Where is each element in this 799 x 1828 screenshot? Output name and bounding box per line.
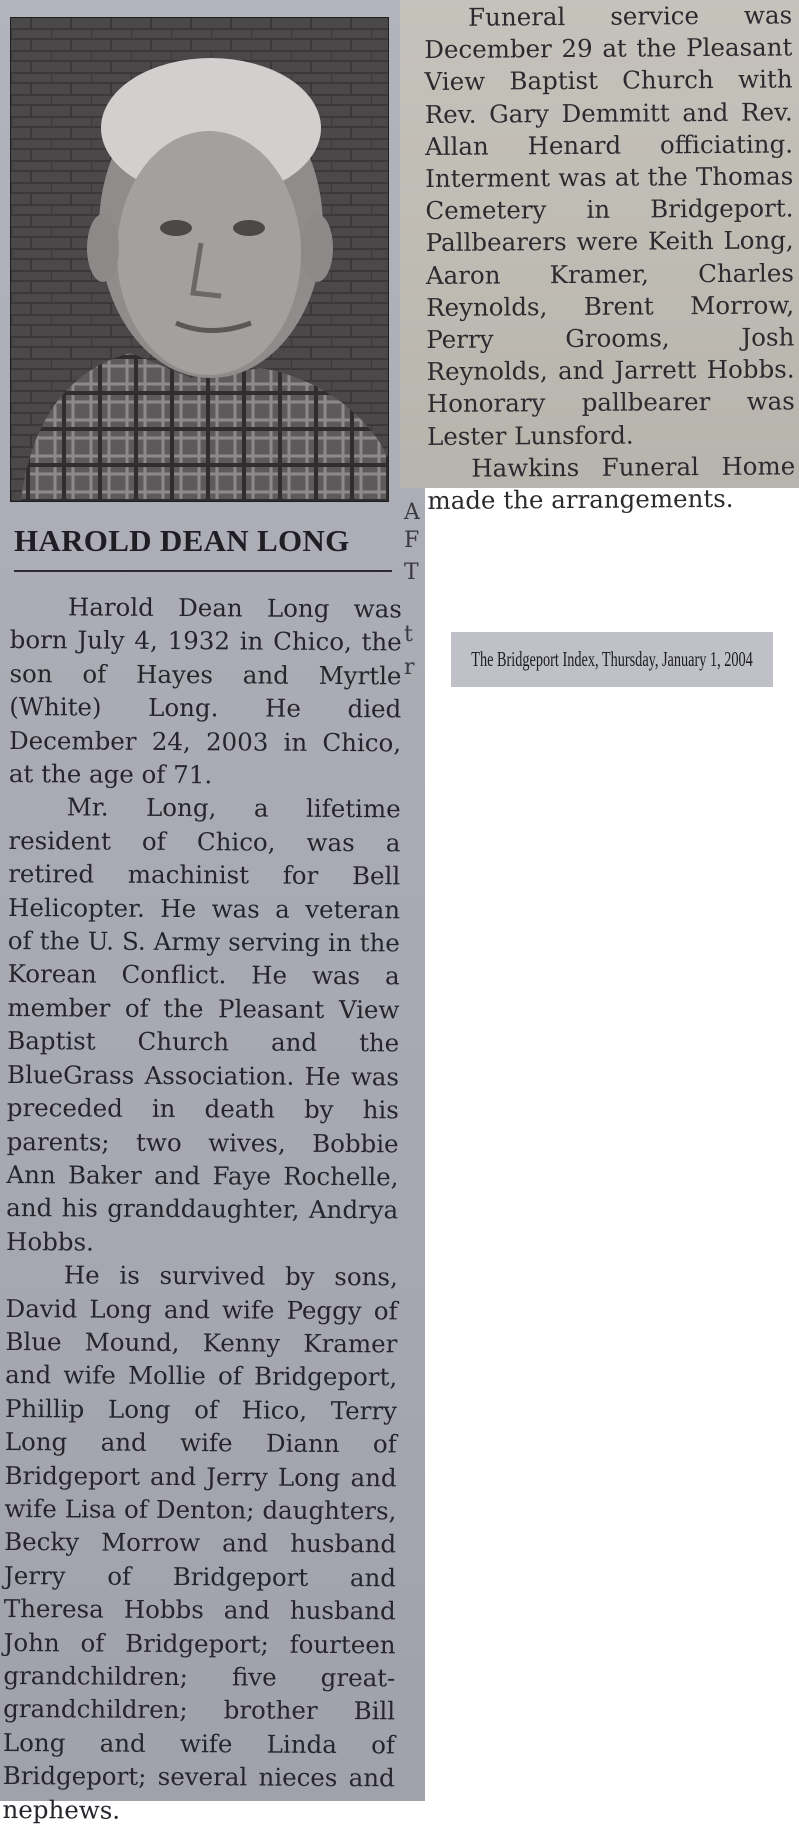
paragraph-birth: Harold Dean Long was born July 4, 1932 in Chico, the son of Hayes and Myrtle (White) Long. He died December 24, 2003 in Chico, at the age of 71. bbox=[8, 592, 402, 790]
portrait-photo bbox=[10, 17, 389, 502]
neighbor-fragment-1: A bbox=[404, 500, 420, 525]
neighbor-fragment-5: r bbox=[404, 655, 415, 680]
neighbor-fragment-3: T bbox=[404, 560, 419, 585]
obituary-body-right bbox=[424, 0, 796, 517]
obituary-headline: HAROLD DEAN LONG bbox=[14, 523, 350, 558]
paragraph-funeral: Funeral service was December 29 at the Pleasant View Baptist Church with Rev. Gary Demmitt and Rev. Allan Henard officiating. Interment was at the Thomas Cemetery in Bridgeport. Pallbearers were Keith Long, Aaron Kramer, Charles Reynolds, Brent Morrow, Perry Grooms, Josh Reynolds, and Jarrett Hobbs. Honorary pallbearer was Lester Lunsford. bbox=[424, 0, 795, 451]
portrait-image bbox=[11, 18, 388, 501]
obituary-body-left bbox=[2, 590, 402, 1828]
newspaper-caption bbox=[451, 632, 773, 687]
paragraph-arrangements: Hawkins Funeral Home made the arrangements. bbox=[427, 451, 796, 516]
paragraph-survivors: He is survived by sons, David Long and wife Peggy of Blue Mound, Kenny Kramer and wife Mollie of Bridgeport, Phillip Long of Hico, Terry Long and wife Diann of Bridgeport and Jerry Long and wife Lisa of Denton; daughters, Becky Morrow and husband Jerry of Bridgeport and Theresa Hobbs and husband John of Bridgeport; fourteen grandchildren; five great-grandchildren; brother Bill Long and wife Linda of Bridgeport; several nieces and nephews. bbox=[2, 1260, 398, 1825]
paragraph-life: Mr. Long, a lifetime resident of Chico, was a retired machinist for Bell Helicopter. He was a veteran of the U. S. Army serving in the Korean Conflict. He was a member of the Pleasant View Baptist Church and the BlueGrass Association. He was preceded in death by his parents; two wives, Bobbie Ann Baker and Faye Rochelle, and his granddaughter, Andrya Hobbs. bbox=[5, 792, 401, 1257]
headline-rule bbox=[14, 570, 392, 572]
caption-text: The Bridgeport Index, Thursday, January 1, 2004 bbox=[471, 647, 753, 671]
neighbor-fragment-4: t bbox=[404, 622, 413, 647]
neighbor-fragment-2: F bbox=[404, 528, 420, 553]
